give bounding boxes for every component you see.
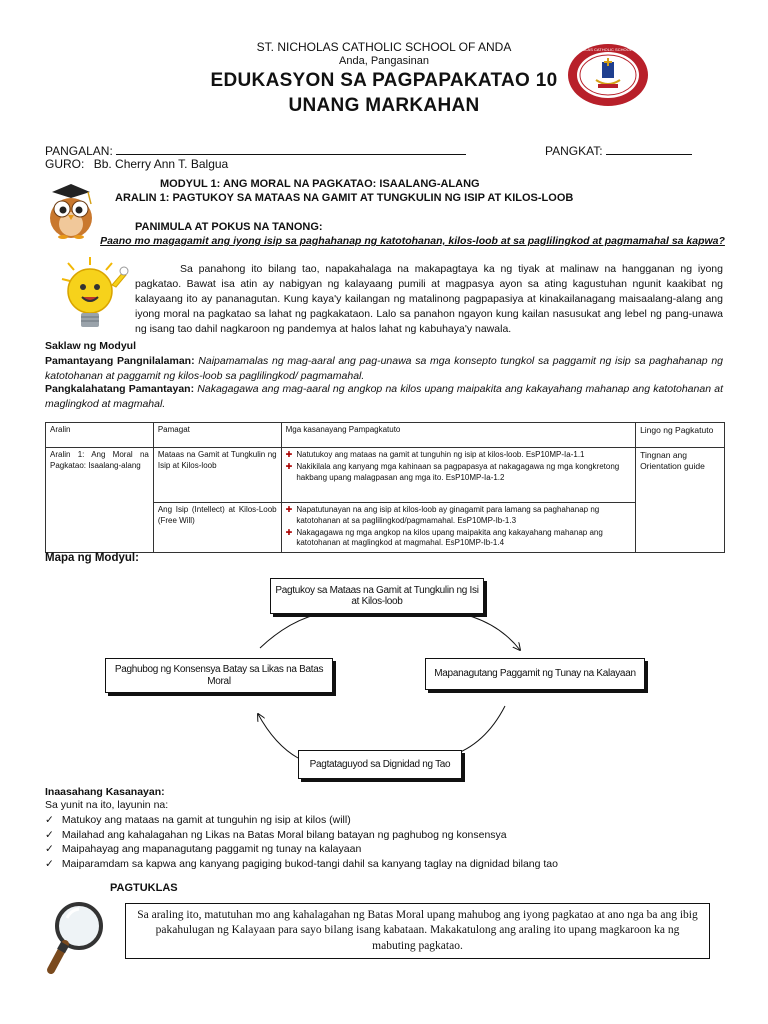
pokus-question: Paano mo magagamit ang iyong isip sa paghahanap ng katotohanan, kilos-loob at sa paglilingkod at pagmamahal sa kapwa? <box>100 235 725 247</box>
section-label: PANGKAT: <box>545 144 603 158</box>
table-header: Mga kasanayang Pampagkatuto <box>281 423 635 448</box>
skill-text: Napatutunayan na ang isip at kilos-loob ay ginagamit para lamang sa paghahanap ng katotohanan at sa paglilingkod/pagmamahal. EsP10MP-Ib-1.3 <box>296 505 600 525</box>
map-node-bottom: Pagtataguyod sa Dignidad ng Tao <box>298 750 462 779</box>
name-label: PANGALAN: <box>45 144 113 158</box>
list-item-text: Maipahayag ang mapanagutang paggamit ng tunay na kalayaan <box>61 843 362 856</box>
table-header: Aralin <box>46 423 154 448</box>
lingo-cell: Tingnan ang Orientation guide <box>636 448 725 553</box>
teacher-name: Bb. Cherry Ann T. Balgua <box>93 157 229 171</box>
map-node-left: Paghubog ng Konsensya Batay sa Likas na Batas Moral <box>105 658 333 693</box>
skill-text: Nakikilala ang kanyang mga kahinaan sa pagpapasya at nakagagawa ng mga kongkretong hakbang upang malagpasan ang mga ito. EsP10MP-Ia-1.2 <box>296 461 620 482</box>
pagganap-text: Nakagagawa ang mag-aaral ng angkop na kilos upang maipakita ang kakayahang mahanap ang katotohanan at maglingkod at magmahal. <box>45 383 723 410</box>
list-item <box>45 828 745 843</box>
subject-title: EDUKASYON SA PAGPAPAKATAO 10 <box>210 70 558 91</box>
checkmark-icon: ✓ <box>45 843 54 856</box>
bullet-icon: ✚ <box>285 505 293 514</box>
pagganap-label: Pangkalahatang Pamantayan: <box>45 383 195 395</box>
map-arrow <box>432 610 520 650</box>
school-address: Anda, Pangasinan <box>339 55 429 67</box>
saklaw-heading: Saklaw ng Modyul <box>45 340 137 352</box>
list-item <box>45 813 745 828</box>
list-item-text: Mailahad ang kahalagahan ng Likas na Batas Moral bilang batayan ng paghubog ng konsensya <box>61 828 507 841</box>
kasanayan-intro: Sa yunit na ito, layunin na: <box>45 799 169 811</box>
kasanayan-heading: Inaasahang Kasanayan: <box>45 786 165 798</box>
skill-text: Nakagagawa ng mga angkop na kilos upang maipakita ang kakayahang mahanap ang katotohanan at maglingkod at magmahal. EsP10MP-Ib-1.4 <box>296 527 603 548</box>
kasanayan-list <box>45 813 745 871</box>
pangnilalaman-label: Pamantayang Pangnilalaman: <box>45 355 195 367</box>
list-item <box>45 842 745 857</box>
magnifying-glass-icon <box>45 900 105 976</box>
table-header: Pamagat <box>153 423 281 448</box>
mapa-heading: Mapa ng Modyul: <box>45 552 139 564</box>
skill-text: Natutukoy ang mataas na gamit at tunguhin ng isip at kilos-loob. EsP10MP-Ia-1.1 <box>296 450 585 459</box>
quarter-title: UNANG MARKAHAN <box>288 95 480 116</box>
map-arrow <box>450 706 505 756</box>
list-item-text: Matukoy ang mataas na gamit at tunguhin ng isip at kilos (will) <box>61 814 351 827</box>
map-node-top: Pagtukoy sa Mataas na Gamit at Tungkulin ng Isi at Kilos-loob <box>270 578 484 614</box>
svg-text:ST. NICHOLAS CATHOLIC SCHOOL O: ST. NICHOLAS CATHOLIC SCHOOL OF ANDA <box>566 47 650 52</box>
checkmark-icon: ✓ <box>45 814 54 827</box>
bullet-icon: ✚ <box>285 461 293 471</box>
intro-paragraph: Sa panahong ito bilang tao, napakahalaga na makapagtaya ka ng tiyak at malinaw na hangganan ng iyong pagkatao. Bawat isa atin ay nabigyan ng kalayaang pumili at magpasya ayon sa ating kagustuhan ngunit kaakibat ng kalayaang ito ay pananagutan. Kung kaya'y kailangan ng matalinong pagpapasiya at kinakailanagang maisaalang-alang ang iyong moral na pagkatao sa lahat ng pagkakataon. Lalo sa panahon ngayon kung kailan nasusukat ang lebel ng pang-unawa ng isang tao dahil nagkaroon ng pandemya at halos lahat ng kabuhaya'y nawala. <box>135 263 723 335</box>
bullet-icon: ✚ <box>285 450 293 459</box>
pagtuklas-box: Sa araling ito, matutuhan mo ang kahalagahan ng Batas Moral upang mahubog ang iyong pagkatao at ano nga ba ang ibig pakahulugan ng Kalayaan para sayo bilang isang kabataan. Makakatulong ang araling ito upang magkaroon ka ng mabuting pagkatao. <box>125 903 710 959</box>
checkmark-icon: ✓ <box>45 857 54 870</box>
teacher-label: GURO: <box>45 157 85 171</box>
map-node-right: Mapanagutang Paggamit ng Tunay na Kalayaan <box>425 658 645 690</box>
pamagat-cell: Mataas na Gamit at Tungkulin ng Isip at Kilos-loob <box>153 448 281 503</box>
pamagat-cell: Ang Isip (Intellect) at Kilos-Loob (Free Will) <box>153 503 281 553</box>
panimula-heading: PANIMULA AT POKUS NA TANONG: <box>135 221 323 233</box>
modyul-heading: MODYUL 1: ANG MORAL NA PAGKATAO: ISAALANG-ALANG <box>160 178 480 190</box>
map-arrow <box>260 611 345 648</box>
map-arrow <box>258 714 298 758</box>
aralin-cell: Aralin 1: Ang Moral na Pagkatao: Isaalang-alang <box>46 448 154 553</box>
school-name: ST. NICHOLAS CATHOLIC SCHOOL OF ANDA <box>256 40 512 54</box>
table-header: Lingo ng Pagkatuto <box>636 423 725 448</box>
bullet-icon: ✚ <box>285 527 293 537</box>
pagtuklas-heading: PAGTUKLAS <box>110 882 178 894</box>
checkmark-icon: ✓ <box>45 828 54 841</box>
list-item-text: Maiparamdam sa kapwa ang kanyang pagiging bukod-tangi dahil sa kanyang taglay na dignidad bilang tao <box>61 857 558 870</box>
list-item <box>45 857 745 872</box>
aralin-heading: ARALIN 1: PAGTUKOY SA MATAAS NA GAMIT AT TUNGKULIN NG ISIP AT KILOS-LOOB <box>115 192 574 204</box>
pangnilalaman-text: Naipamamalas ng mag-aaral ang pag-unawa sa mga konsepto tungkol sa paggamit ng isip sa paghahanap ng katotohanan at paggamit ng kilos-loob sa paglilingkod/ pagmamahal. <box>45 355 724 382</box>
